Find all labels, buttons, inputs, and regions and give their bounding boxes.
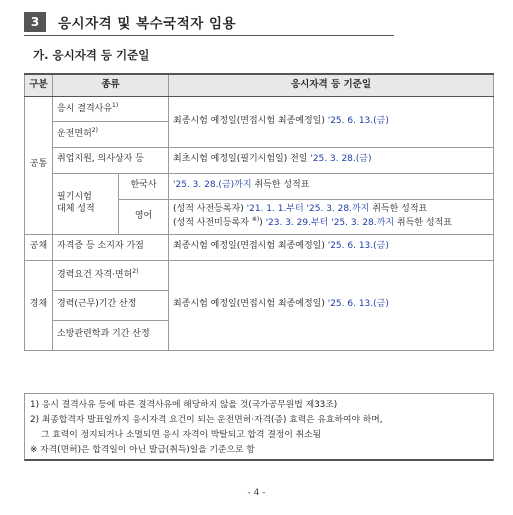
type-korean-history: 한국사 (119, 173, 169, 199)
footnote-1: 1) 응시 결격사유 등에 따른 결격사유에 해당하지 않을 것(국가공무원법 제33조) (30, 400, 338, 410)
type-career-period: 경력(근무)기간 산정 (53, 290, 169, 320)
table-header-row (25, 74, 494, 96)
standard-gongchae: 최종시험 예정일(면접시험 최종예정일) '25. 6. 13.(금) (169, 234, 494, 260)
table-row (25, 96, 494, 121)
category-gyeongchae: 경채 (25, 260, 53, 350)
type-fire-major-period: 소방관련학과 기간 산정 (53, 320, 169, 350)
type-employment-support: 취업지원, 의사상자 등 (53, 147, 169, 173)
standard-gyeongchae: 최종시험 예정일(면접시험 최종예정일) '25. 6. 13.(금) (169, 260, 494, 350)
eligibility-table (24, 73, 494, 351)
standard-final-exam: 최종시험 예정일(면접시험 최종예정일) '25. 6. 13.(금) (169, 96, 494, 147)
table-row (25, 260, 494, 290)
standard-first-exam: 최초시험 예정일(필기시험일) 전일 '25. 3. 28.(금) (169, 147, 494, 173)
table-row (25, 234, 494, 260)
category-gongtong: 공통 (25, 96, 53, 234)
type-disqualification: 응시 결격사유$^{1)}$ (53, 96, 169, 121)
section-number: 3 (24, 12, 46, 32)
footnote-2: 2) 최종합격자 발표일까지 응시자격 요건이 되는 운전면허·자격(증) 효력은 유효하여야 하며, (30, 415, 383, 425)
subsection-title: 가. 응시자격 등 기준일 (33, 48, 150, 62)
table-row (25, 173, 494, 199)
section-heading (24, 12, 236, 32)
type-written-substitute: 필기시험 대체 성적 (53, 173, 119, 234)
type-english: 영어 (119, 199, 169, 234)
section-underline (24, 35, 394, 36)
page-number: - 4 - (247, 488, 266, 498)
header-category: 구분 (25, 74, 53, 96)
footnotes-box (24, 393, 494, 461)
type-driver-license: 운전면허$^{2)}$ (53, 121, 169, 147)
table-row (25, 147, 494, 173)
type-career-license: 경력요건 자격·면허$^{2)}$ (53, 260, 169, 290)
type-certificate-bonus: 자격증 등 소지자 가점 (53, 234, 169, 260)
footnote-note: ※ 자격(면허)은 합격일이 아닌 발급(취득)일을 기준으로 함 (30, 445, 255, 455)
header-type: 종류 (53, 74, 169, 96)
section-title: 응시자격 및 복수국적자 임용 (58, 16, 237, 32)
standard-korean-history: '25. 3. 28.(금)까지 취득한 성적표 (169, 173, 494, 199)
footnote-2-continued: 그 효력이 정지되거나 소멸되면 응시 자격이 박탈되고 합격 결정이 취소됨 (41, 430, 322, 440)
header-standard: 응시자격 등 기준일 (169, 74, 494, 96)
category-gongchae: 공채 (25, 234, 53, 260)
standard-english: (성적 사전등록자) '21. 1. 1.부터 '25. 3. 28.까지 취득한 성적표 (성적 사전미등록자 ※)) '23. 3. 29.부터 '25. 3. 28.까지 취득한 성적표 (169, 199, 494, 234)
